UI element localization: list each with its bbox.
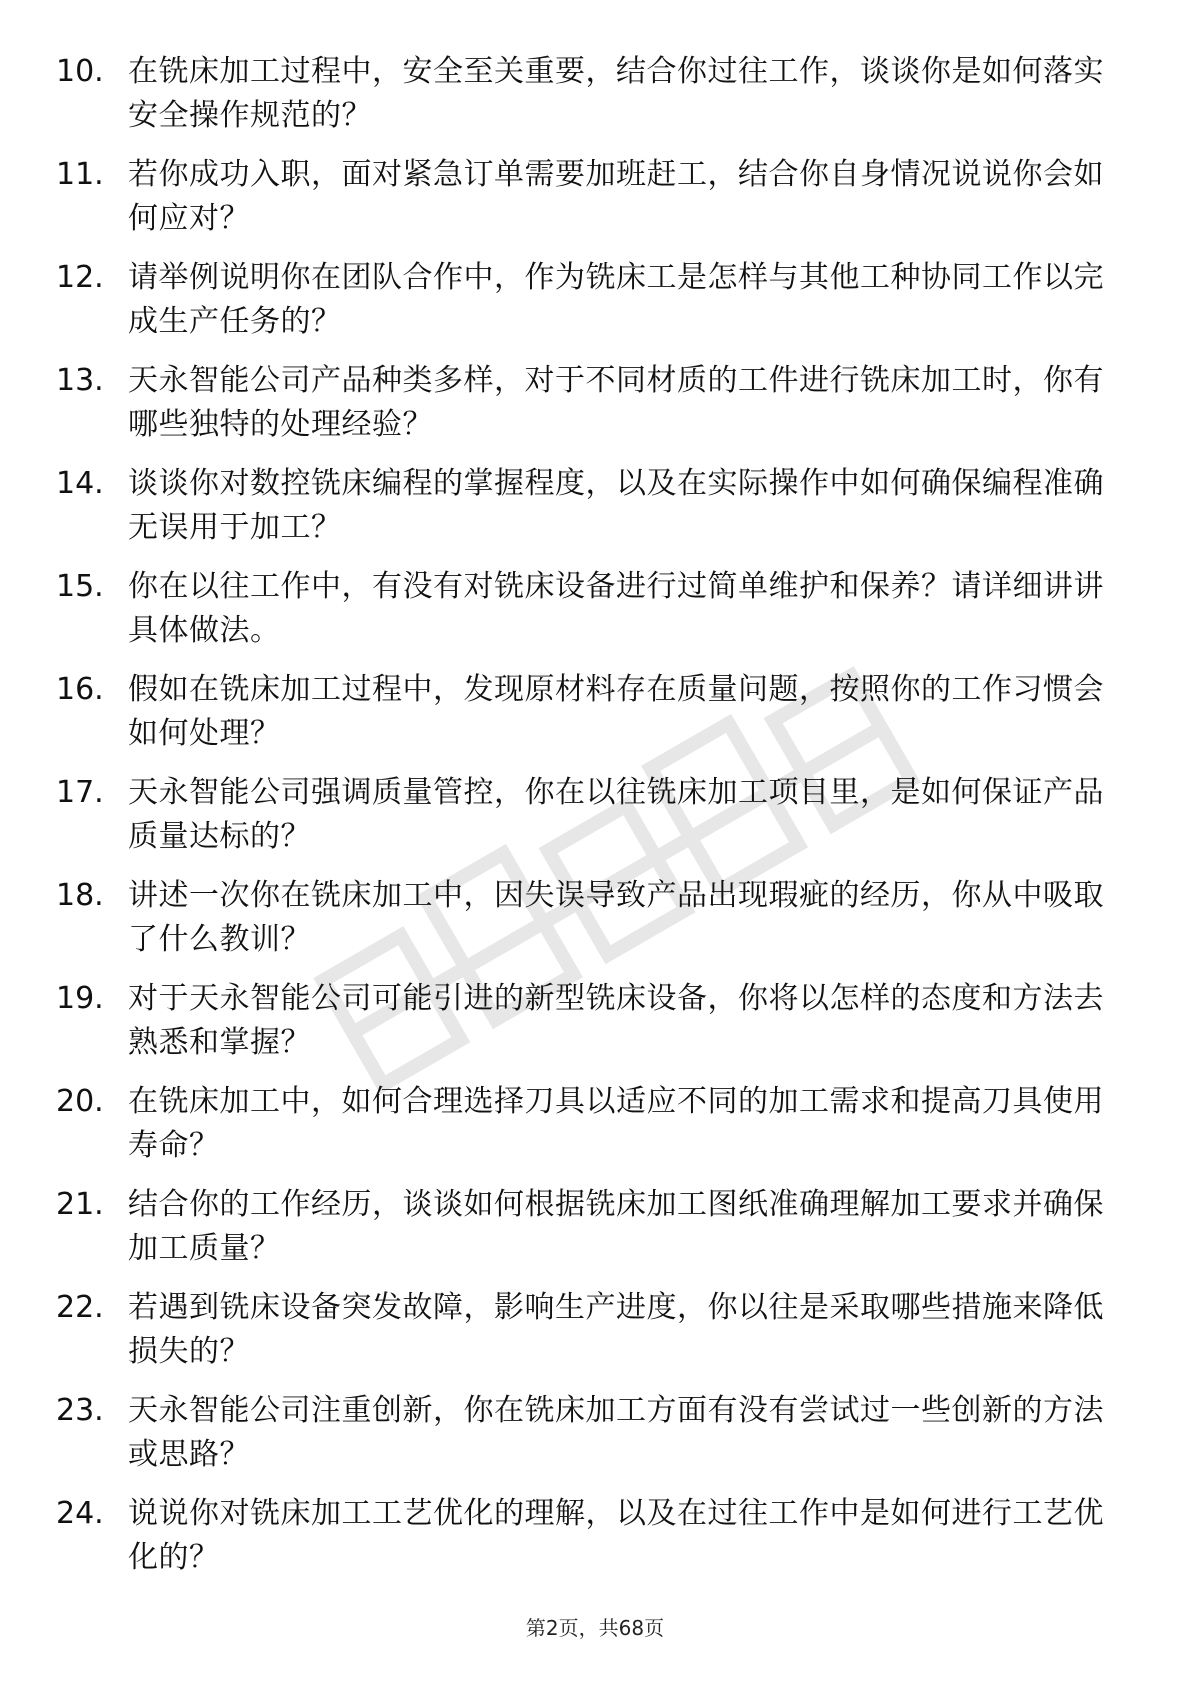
question-number: 22.: [56, 1290, 104, 1325]
question-text: 若遇到铣床设备突发故障，影响生产进度，你以往是采取哪些措施来降低损失的？: [128, 1290, 1104, 1369]
question-item: [56, 1080, 1116, 1183]
question-item: [56, 1389, 1116, 1492]
question-number: 10.: [56, 54, 104, 89]
question-list: [56, 50, 1116, 1595]
question-text: 在铣床加工过程中，安全至关重要，结合你过往工作，谈谈你是如何落实安全操作规范的？: [128, 54, 1104, 133]
question-item: [56, 359, 1116, 462]
question-item: [56, 1183, 1116, 1286]
question-text: 讲述一次你在铣床加工中，因失误导致产品出现瑕疵的经历，你从中吸取了什么教训？: [128, 878, 1104, 957]
question-text: 对于天永智能公司可能引进的新型铣床设备，你将以怎样的态度和方法去熟悉和掌握？: [128, 981, 1104, 1060]
question-text: 天永智能公司强调质量管控，你在以往铣床加工项目里，是如何保证产品质量达标的？: [128, 775, 1104, 854]
question-item: [56, 565, 1116, 668]
question-text: 结合你的工作经历，谈谈如何根据铣床加工图纸准确理解加工要求并确保加工质量？: [128, 1187, 1104, 1266]
question-item: [56, 1286, 1116, 1389]
question-text: 请举例说明你在团队合作中，作为铣床工是怎样与其他工种协同工作以完成生产任务的？: [128, 260, 1104, 339]
question-text: 天永智能公司注重创新，你在铣床加工方面有没有尝试过一些创新的方法或思路？: [128, 1393, 1104, 1472]
question-item: [56, 50, 1116, 153]
question-text: 谈谈你对数控铣床编程的掌握程度，以及在实际操作中如何确保编程准确无误用于加工？: [128, 466, 1104, 545]
question-number: 16.: [56, 672, 104, 707]
question-text: 天永智能公司产品种类多样，对于不同材质的工件进行铣床加工时，你有哪些独特的处理经验？: [128, 363, 1104, 442]
question-number: 17.: [56, 775, 104, 810]
question-item: [56, 977, 1116, 1080]
question-number: 20.: [56, 1084, 104, 1119]
page-footer: 第2页，共68页: [525, 1616, 665, 1640]
question-number: 23.: [56, 1393, 104, 1428]
question-number: 19.: [56, 981, 104, 1016]
question-text: 在铣床加工中，如何合理选择刀具以适应不同的加工需求和提高刀具使用寿命？: [128, 1084, 1104, 1163]
question-text: 假如在铣床加工过程中，发现原材料存在质量问题，按照你的工作习惯会如何处理？: [128, 672, 1104, 751]
question-item: [56, 153, 1116, 256]
question-number: 11.: [56, 157, 104, 192]
question-item: [56, 462, 1116, 565]
question-number: 14.: [56, 466, 104, 501]
question-number: 18.: [56, 878, 104, 913]
question-number: 15.: [56, 569, 104, 604]
question-number: 12.: [56, 260, 104, 295]
question-number: 21.: [56, 1187, 104, 1222]
question-item: [56, 874, 1116, 977]
question-number: 24.: [56, 1496, 104, 1531]
question-text: 若你成功入职，面对紧急订单需要加班赶工，结合你自身情况说说你会如何应对？: [128, 157, 1104, 236]
question-text: 说说你对铣床加工工艺优化的理解，以及在过往工作中是如何进行工艺优化的？: [128, 1496, 1104, 1575]
question-text: 你在以往工作中，有没有对铣床设备进行过简单维护和保养？请详细讲讲具体做法。: [128, 569, 1104, 648]
question-number: 13.: [56, 363, 104, 398]
question-item: [56, 771, 1116, 874]
question-item: [56, 668, 1116, 771]
question-item: [56, 256, 1116, 359]
question-item: [56, 1492, 1116, 1595]
